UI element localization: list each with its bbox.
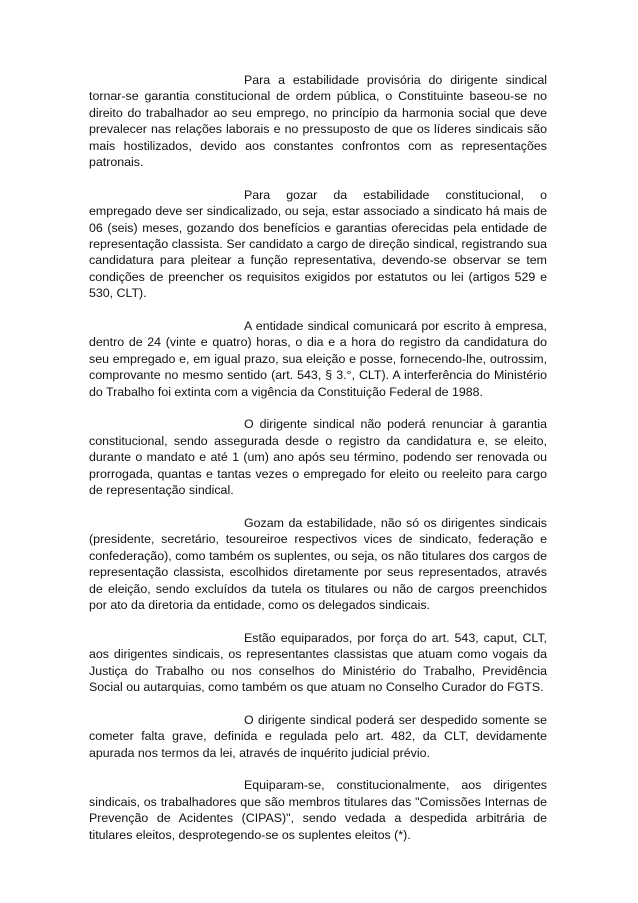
paragraph-equivalent-representatives: Estão equiparados, por força do art. 543, caput, CLT, aos dirigentes sindicais, os representantes classistas que atuam como vogais da Justiça do Trabalho ou nos conselhos do Ministério do Trabalho, Previdência Social ou autarquias, como também os que atuam no Conselho Curador do FGTS.: [89, 630, 547, 694]
paragraph-stability-requirements: Para gozar da estabilidade constitucional, o empregado deve ser sindicalizado, ou seja, estar associado a sindicato há mais de 06 (seis) meses, gozando dos benefícios e garantias oferecidas pela entidade de representação classista. Ser candidato a cargo de direção sindical, registrando sua candidatura para pleitear a função representativa, devendo-se observar se tem condições de preencher os requisitos exigidos por estatutos ou lei (artigos 529 e 530, CLT).: [89, 187, 547, 301]
paragraph-no-renunciation: O dirigente sindical não poderá renunciar à garantia constitucional, sendo assegurada desde o registro da candidatura e, se eleito, durante o mandato e até 1 (um) ano após seu término, podendo ser renovada ou prorrogada, quantas e tantas vezes o empregado for eleito ou reeleito para cargo de representação sindical.: [89, 417, 547, 498]
paragraph-stability-purpose: Para a estabilidade provisória do dirigente sindical tornar-se garantia constitucional de ordem pública, o Constituinte baseou-se no direito do trabalhador ao seu emprego, no princípio da harmonia social que deve prevalecer nas relações laborais e no pressuposto de que os líderes sindicais são mais hostilizados, devido aos constantes confrontos com as representações patronais.: [89, 73, 547, 170]
paragraph-union-notification: A entidade sindical comunicará por escrito à empresa, dentro de 24 (vinte e quatro) horas, o dia e a hora do registro da candidatura do seu empregado e, em igual prazo, sua eleição e posse, fornecendo-lhe, outrossim, comprovante no mesmo sentido (art. 543, § 3.°, CLT). A interferência do Ministério do Trabalho foi extinta com a vigência da Constituição Federal de 1988.: [89, 319, 547, 399]
paragraph-cipa-members: Equiparam-se, constitucionalmente, aos dirigentes sindicais, os trabalhadores que são membros titulares das "Comissões Internas de Prevenção de Acidentes (CIPAS)", sendo vedada a despedida arbitrária de titulares eleitos, desprotegendo-se os suplentes eleitos (*).: [89, 778, 547, 842]
paragraph-dismissal-conditions: O dirigente sindical poderá ser despedido somente se cometer falta grave, definida e regulada pelo art. 482, da CLT, devidamente apurada nos termos da lei, através de inquérito judicial prévio.: [89, 712, 547, 760]
paragraph-who-enjoys-stability: Gozam da estabilidade, não só os dirigentes sindicais (presidente, secretário, tesoureiroe respectivos vices de sindicato, federação e confederação), como também os suplentes, ou seja, os não titulares dos cargos de representação classista, escolhidos diretamente por seus representados, através de eleição, sendo excluídos da tutela os titulares ou não de cargos preenchidos por ato da diretoria da entidade, como os delegados sindicais.: [89, 515, 547, 612]
document-page: [89, 72, 547, 859]
